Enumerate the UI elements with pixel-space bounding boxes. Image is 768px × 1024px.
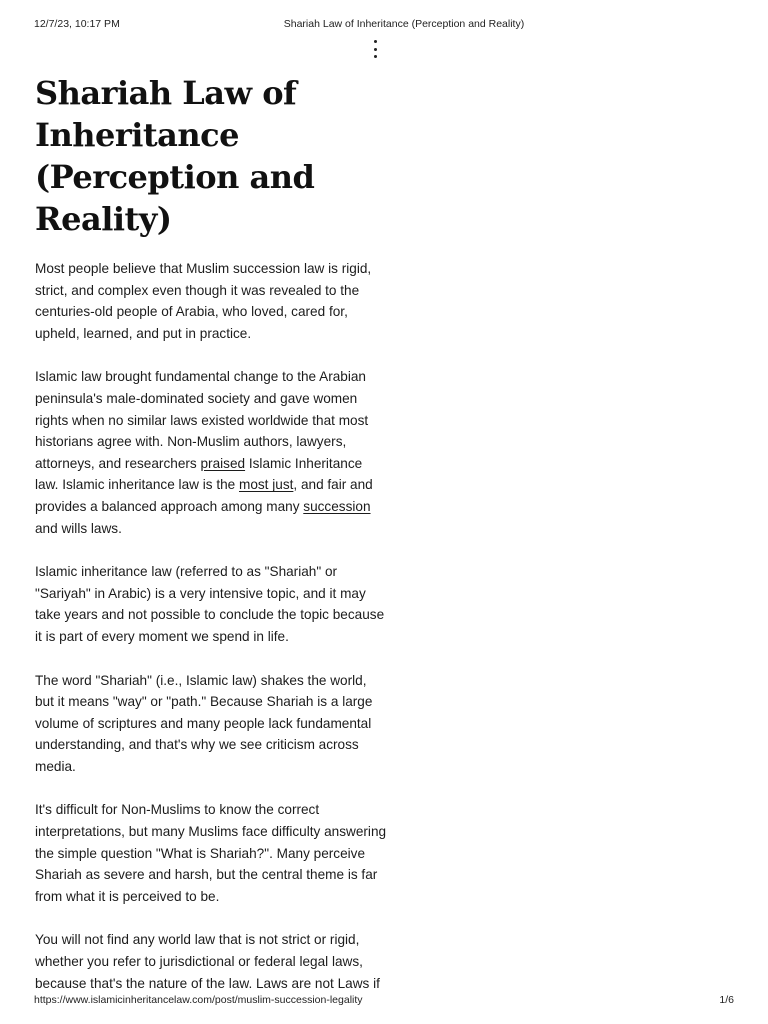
article-title: Shariah Law of Inheritance (Perception and Reality) xyxy=(35,74,315,238)
print-header xyxy=(34,18,734,30)
paragraph-4: The word "Shariah" (i.e., Islamic law) shakes the world, but it means "way" or "path." Because Shariah is a large volume of scriptures and many people lack fundamental understanding, and that's why we see criticism across media. xyxy=(35,672,373,774)
succession-link[interactable]: succession xyxy=(303,498,371,514)
kebab-dot xyxy=(374,55,377,58)
praised-link[interactable]: praised xyxy=(200,455,246,471)
print-date: 12/7/23, 10:17 PM xyxy=(34,18,120,30)
most-just-link[interactable]: most just xyxy=(239,477,294,493)
print-footer xyxy=(34,994,734,1006)
article xyxy=(35,72,387,1016)
paragraph-2 xyxy=(35,366,387,539)
paragraph-1: Most people believe that Muslim succession law is rigid, strict, and complex even though it was revealed to the centuries-old people of Arabia, who loved, cared for, upheld, learned, and put in practice. xyxy=(35,261,372,341)
paragraph-2-text-3: , and fair and provides a balanced approach among many xyxy=(35,477,373,514)
paragraph-2-text-1: Islamic law brought fundamental change to the Arabian peninsula's male-dominated society and gave women rights when no similar laws existed worldwide that most historians agree with. Non-Muslim authors, lawyers, attorneys, and researchers xyxy=(35,369,369,471)
paragraph-2-text-4: and wills laws. xyxy=(35,520,122,536)
print-page-title: Shariah Law of Inheritance (Perception and Reality) xyxy=(283,18,525,30)
kebab-dot xyxy=(374,48,377,51)
more-vertical-icon[interactable] xyxy=(370,40,380,58)
paragraph-2-text-2: Islamic Inheritance law. Islamic inheritance law is the xyxy=(35,455,363,493)
paragraph-3: Islamic inheritance law (referred to as "Shariah" or "Sariyah" in Arabic) is a very intensive topic, and it may take years and not possible to conclude the topic because it is part of every moment we spend in life. xyxy=(35,564,385,644)
print-url: https://www.islamicinheritancelaw.com/post/muslim-succession-legality xyxy=(34,994,363,1006)
paragraph-6: You will not find any world law that is not strict or rigid, whether you refer to jurisdictional or federal legal laws, because that's the nature of the law. Laws are not Laws if xyxy=(35,932,380,991)
print-page-number: 1/6 xyxy=(719,994,734,1006)
kebab-dot xyxy=(374,40,377,43)
paragraph-5: It's difficult for Non-Muslims to know the correct interpretations, but many Muslims face difficulty answering the simple question "What is Shariah?". Many perceive Shariah as severe and harsh, but the central theme is far from what it is perceived to be. xyxy=(35,802,387,904)
